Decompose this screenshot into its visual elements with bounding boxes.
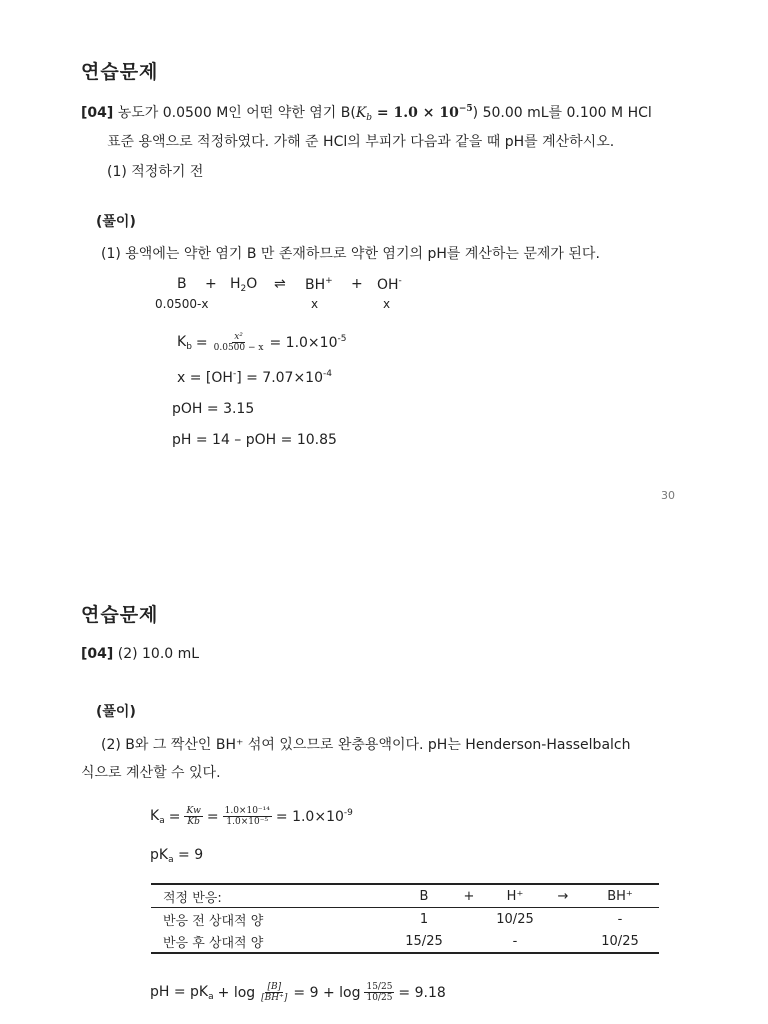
page-title: 연습문제 (81, 61, 159, 83)
x-oh-line: $x = [OH^-] = 7.07\times 10^{-4}$ (177, 369, 332, 386)
table-header-cell: BH⁺ (581, 884, 659, 908)
eq-arrow: ⇌ (274, 276, 286, 292)
kb-fraction: $\frac{\text{x²}}{0.0500 - x}$ (213, 332, 264, 353)
problem-number: [04] (81, 105, 114, 121)
table-cell: - (617, 911, 623, 927)
conc-BH: x (311, 297, 319, 311)
table-cell (453, 930, 485, 953)
hh-fraction-2: $\frac{15/25}{10/25}$ (366, 982, 393, 1003)
conc-OH: x (383, 297, 391, 311)
problem-text-post: ) 50.00 mL를 0.100 M HCl (472, 105, 652, 121)
table-header-cell: B (395, 884, 453, 908)
table-header-cell: → (545, 884, 581, 908)
eq-species-OH: OH- (377, 276, 402, 293)
ka-fraction-1: $\frac{Kw}{Kb}$ (186, 806, 201, 827)
problem-statement-2 (81, 646, 199, 662)
solution-text-2-line-1: (2) B와 그 짝산인 BH⁺ 섞여 있으므로 완충용액이다. pH는 Henderson-Hasselbalch (101, 737, 631, 753)
page-number: 30 (661, 489, 675, 502)
problem-statement-line-1 (81, 102, 652, 123)
table-cell (453, 908, 485, 931)
table-cell: 10/25 (496, 911, 534, 927)
conc-B: 0.0500-x (155, 297, 209, 311)
table-cell: 15/25 (395, 930, 453, 953)
eq-species-B: B (177, 276, 187, 292)
solution-label-2: (풀이) (96, 704, 136, 720)
solution-text-2-line-2: 식으로 계산할 수 있다. (81, 765, 221, 781)
kb-equation: $K_b$ = $\frac{\text{x²}}{0.0500 - x}$ = $1.0\times 10^{-5}$ (177, 332, 347, 353)
table-row (151, 930, 659, 953)
ka-equation: $K_a$ = $\frac{Kw}{Kb}$ = $\frac{\text{1.0×10⁻¹⁴}}{\text{1.0×10⁻⁵}}$ = $1.0\times 10^{-9}$ (150, 806, 353, 827)
table-header-cell: 적정 반응: (151, 884, 395, 908)
table-cell (545, 930, 581, 953)
table-row (151, 908, 659, 931)
reaction-table (151, 883, 659, 954)
table-header-cell: + (453, 884, 485, 908)
ph-equation-2: pH = $pK_a$ + log $\frac{[B]}{[BH^+]}$ = 9 + log $\frac{15/25}{10/25}$ = 9.18 (150, 982, 446, 1003)
poh-line: pOH = 3.15 (172, 401, 255, 417)
pka-line: $pK_a = 9$ (150, 847, 204, 865)
eq-species-BH: BH+ (305, 276, 333, 293)
solution-label: (풀이) (96, 214, 136, 230)
eq-plus-1: + (205, 276, 217, 292)
eq-species-water: $H_2O$ (230, 276, 258, 294)
problem-number-2: [04] (81, 646, 114, 662)
table-header-cell: H⁺ (485, 884, 545, 908)
problem-part-2: (2) 10.0 mL (117, 646, 200, 662)
solution-text: (1) 용액에는 약한 염기 B 만 존재하므로 약한 염기의 pH를 계산하는 문제가 된다. (101, 246, 600, 262)
table-cell (545, 908, 581, 931)
problem-text-pre: 농도가 0.0500 M인 어떤 약한 염기 B( (117, 105, 356, 121)
table-cell: 반응 전 상대적 양 (163, 913, 264, 929)
ph-line: pH = 14 – pOH = 10.85 (172, 432, 337, 448)
eq-plus-2: + (351, 276, 363, 292)
problem-statement-line-2: 표준 용액으로 적정하였다. 가해 준 HCl의 부피가 다음과 같을 때 pH를 계산하시오. (107, 134, 615, 150)
page-title-2: 연습문제 (81, 604, 159, 626)
problem-part-1: (1) 적정하기 전 (107, 164, 204, 180)
table-cell: 1 (419, 911, 429, 927)
kb-math: $K_b = 1.0 \times 10^{-5}$ (355, 104, 473, 123)
ka-fraction-2: $\frac{\text{1.0×10⁻¹⁴}}{\text{1.0×10⁻⁵}}$ (224, 806, 270, 827)
table-cell: - (485, 930, 545, 953)
table-header-row (151, 884, 659, 908)
table-cell: 반응 후 상대적 양 (151, 930, 395, 953)
hh-fraction-1: $\frac{[B]}{[BH^+]}$ (261, 982, 288, 1003)
table-cell: 10/25 (581, 930, 659, 953)
